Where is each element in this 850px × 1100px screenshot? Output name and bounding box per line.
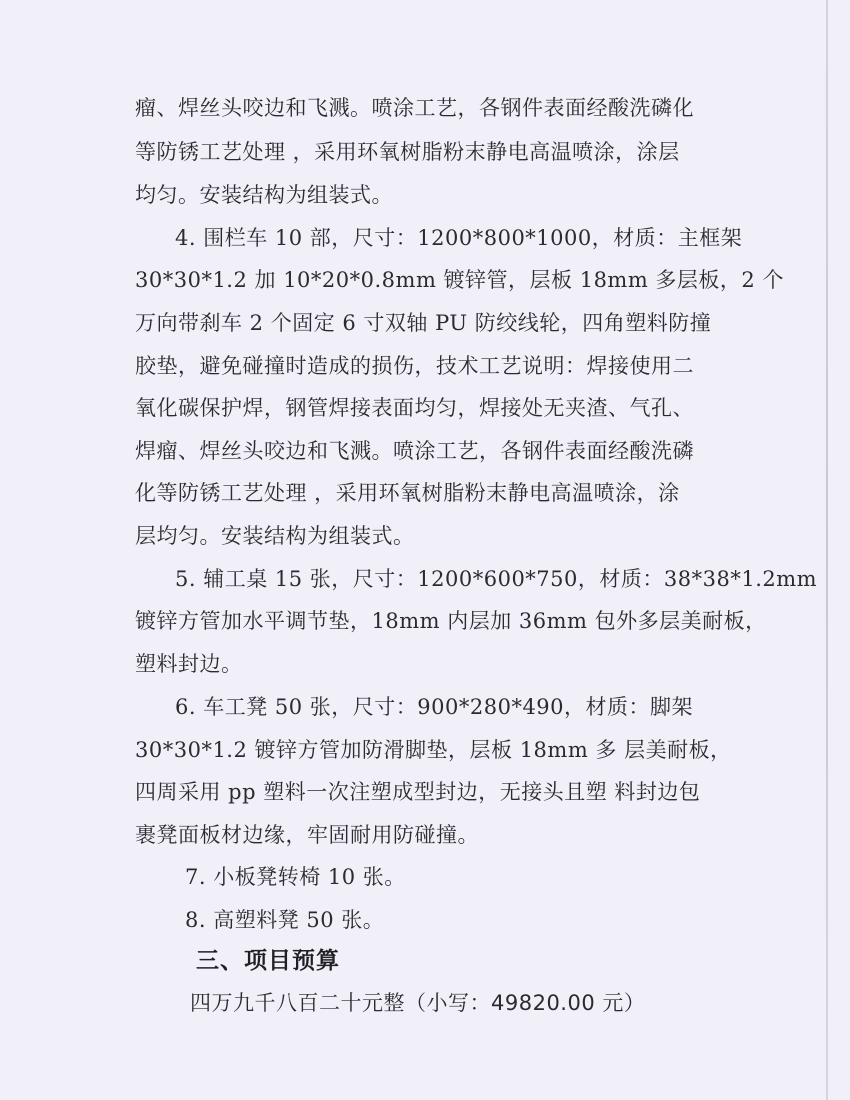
text-line: 胶垫，避免碰撞时造成的损伤，技术工艺说明：焊接使用二	[135, 354, 694, 378]
text-line: 30*30*1.2 加 10*20*0.8mm 镀锌管，层板 18mm 多层板，2 个	[135, 268, 784, 292]
text-line: 万向带刹车 2 个固定 6 寸双轴 PU 防绞线轮，四角塑料防撞	[135, 311, 712, 335]
text-line: 裹凳面板材边缘，牢固耐用防碰撞。	[135, 823, 479, 847]
text-line: 瘤、焊丝头咬边和飞溅。喷涂工艺，各钢件表面经酸洗磷化	[135, 96, 694, 120]
text-line: 焊瘤、焊丝头咬边和飞溅。喷涂工艺，各钢件表面经酸洗磷	[135, 439, 694, 463]
text-line: 化等防锈工艺处理 ，采用环氧树脂粉末静电高温喷涂，涂	[135, 481, 680, 505]
text-line: 5. 辅工桌 15 张，尺寸：1200*600*750，材质：38*38*1.2mm	[175, 567, 818, 591]
item-8-line: 8. 高塑料凳 50 张。	[185, 908, 385, 932]
text-line: 均匀。安装结构为组装式。	[135, 183, 393, 207]
text-line: 镀锌方管加水平调节垫，18mm 内层加 36mm 包外多层美耐板，	[135, 609, 767, 633]
text-line: 4. 围栏车 10 部，尺寸：1200*800*1000，材质：主框架	[175, 226, 743, 250]
item-7-line: 7. 小板凳转椅 10 张。	[185, 865, 406, 889]
text-line: 四周采用 pp 塑料一次注塑成型封边，无接头且塑 料封边包	[135, 780, 701, 804]
section-heading: 三、项目预算	[196, 948, 340, 974]
budget-amount-line: 四万九千八百二十元整（小写：49820.00 元）	[190, 991, 646, 1015]
text-line: 等防锈工艺处理 ，采用环氧树脂粉末静电高温喷涂，涂层	[135, 140, 680, 164]
text-line: 塑料封边。	[135, 652, 243, 676]
scanned-page-edge	[826, 0, 828, 1100]
text-line: 氧化碳保护焊，钢管焊接表面均匀，焊接处无夹渣、气孔、	[135, 396, 694, 420]
text-line: 30*30*1.2 镀锌方管加防滑脚垫，层板 18mm 多 层美耐板，	[135, 738, 732, 762]
text-line: 层均匀。安装结构为组装式。	[135, 524, 415, 548]
text-line: 6. 车工凳 50 张，尺寸：900*280*490，材质：脚架	[175, 695, 694, 719]
